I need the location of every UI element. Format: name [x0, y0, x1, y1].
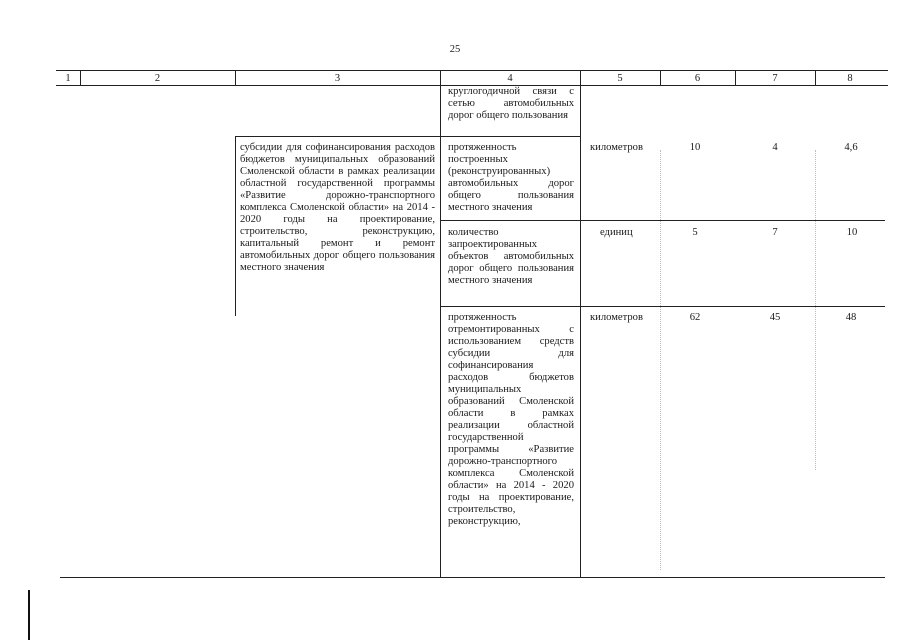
value-col7: 7 — [772, 227, 778, 238]
header-separator — [735, 70, 736, 85]
table-top-border — [56, 70, 888, 71]
header-separator — [660, 70, 661, 85]
scan-edge-mark — [28, 590, 30, 640]
column-trace — [660, 150, 661, 570]
header-separator — [440, 70, 441, 85]
column-3-left-border — [235, 136, 236, 316]
column-header-7: 7 — [772, 73, 778, 84]
value-col8: 4,6 — [844, 142, 858, 153]
row-separator — [235, 136, 580, 137]
column-header-6: 6 — [694, 73, 701, 84]
value-col6: 5 — [692, 227, 698, 238]
column-header-5: 5 — [617, 73, 623, 84]
value-col6: 62 — [689, 312, 701, 323]
table-bottom-border — [60, 577, 885, 578]
header-separator — [580, 70, 581, 85]
indicator-designed-objects: количество запроектированных объектов автомобильных дорог общего пользования местного значения — [448, 227, 574, 286]
header-separator — [235, 70, 236, 85]
row-separator — [440, 306, 885, 307]
header-separator — [80, 70, 81, 85]
indicator-repaired-roads: протяженность отремонтированных с использованием средств субсидии для софинансирования расходов бюджетов муниципальных образований Смоленской области в рамках реализации областной государственной программы «Развитие дорожно-транспортного комплекса Смоленской области» на 2014 - 2020 годы на проектирование, строительство, реконструкцию, — [448, 312, 574, 527]
column-header-8: 8 — [847, 73, 853, 84]
header-separator — [815, 70, 816, 85]
column-header-3: 3 — [334, 73, 341, 84]
column-header-2: 2 — [154, 73, 161, 84]
value-col7: 4 — [772, 142, 778, 153]
column-header-4: 4 — [507, 73, 513, 84]
value-col8: 10 — [846, 227, 858, 238]
value-col8: 48 — [845, 312, 857, 323]
unit-units: единиц — [600, 227, 633, 238]
unit-kilometers: километров — [590, 312, 643, 323]
column-4-right-border — [580, 85, 581, 577]
value-col6: 10 — [689, 142, 701, 153]
indicator-built-roads: протяженность построенных (реконструированных) автомобильных дорог общего пользования местного значения — [448, 142, 574, 213]
column-trace — [815, 150, 816, 470]
measure-description: субсидии для софинансирования расходов бюджетов муниципальных образований Смоленской области в рамках реализации областной государственной программы «Развитие дорожно-транспортного комплекса Смоленской области» на 2014 - 2020 годы на проектирование, строительство, реконструкцию, капитальный ремонт и ремонт автомобильных дорог общего пользования местного значения — [240, 142, 435, 273]
row-separator — [440, 220, 885, 221]
unit-kilometers: километров — [590, 142, 643, 153]
column-header-1: 1 — [65, 73, 71, 84]
value-col7: 45 — [769, 312, 781, 323]
page-number: 25 — [449, 44, 461, 55]
column-4-left-border — [440, 85, 441, 577]
indicator-continuation: круглогодичной связи с сетью автомобильных дорог общего пользования — [448, 86, 574, 121]
